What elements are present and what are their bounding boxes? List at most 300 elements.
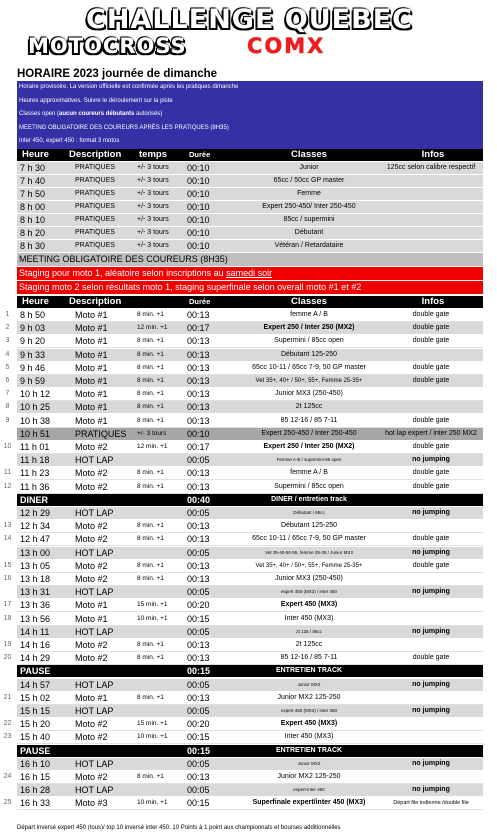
cell-duree: 00:05: [187, 455, 210, 466]
cell-temps: 8 min. +1: [137, 416, 164, 424]
row-number: 11: [3, 469, 12, 477]
race-row: [17, 745, 483, 758]
cell-infos: [379, 613, 483, 625]
row-number: 7: [5, 390, 10, 398]
cell-duree: 00:13: [187, 481, 210, 492]
race-row: [17, 679, 483, 692]
cell-infos: [379, 639, 483, 651]
cell-heure: 13 h 56: [20, 613, 51, 624]
cell-classes: Junior MX2 125-250: [277, 693, 341, 701]
cell-duree: 00:15: [187, 613, 210, 624]
row-number: 24: [3, 773, 12, 780]
cell-description: Moto #3: [75, 798, 108, 809]
cell-infos: double gate: [412, 363, 450, 371]
cell-heure: 8 h 20: [20, 228, 46, 238]
race-row: [3, 731, 483, 744]
cell-heure: 15 h 40: [20, 732, 51, 743]
cell-heure: 9 h 46: [20, 362, 46, 373]
cell-heure: 14 h 11: [20, 626, 50, 637]
cell-temps: 8 min. +1: [137, 390, 164, 398]
cell-temps: 8 min. +1: [137, 482, 164, 490]
staging-text: Staging pour moto 1, aléatoire selon inscriptions au: [19, 268, 227, 278]
practice-row: [17, 240, 483, 253]
cell-classes: Débutant / 65cc: [293, 510, 325, 515]
cell-description: Moto #1: [75, 600, 108, 611]
col-description: Description: [69, 296, 122, 307]
cell-description: HOT LAP: [75, 706, 114, 716]
cell-duree: 00:10: [187, 163, 210, 173]
cell-duree: 00:13: [187, 640, 210, 650]
cell-heure: 7 h 40: [20, 176, 46, 186]
cell-temps: 8 min. +1: [137, 654, 164, 662]
cell-duree: 00:15: [187, 732, 210, 743]
row-number: 21: [3, 693, 12, 701]
cell-infos: Départ file indienne /double file: [393, 800, 469, 807]
cell-infos: [379, 175, 483, 187]
cell-description: Moto #2: [75, 772, 108, 782]
cell-duree: 00:13: [187, 415, 210, 426]
row-number: 10: [3, 443, 12, 450]
cell-infos: no jumping: [412, 680, 450, 688]
practice-row: [17, 162, 483, 175]
cell-infos: no jumping: [412, 588, 450, 596]
cell-description: Moto #2: [75, 653, 108, 664]
cell-classes: 65cc 10-11 / 65cc 7-9, 50 GP master: [252, 535, 366, 543]
cell-temps: +/- 3 tours: [137, 164, 169, 171]
cell-heure: 12 h 29: [20, 508, 51, 518]
staging-link: samedi soir: [226, 268, 273, 278]
row-number: 25: [3, 799, 12, 807]
cell-classes: Vet 35-40-50-55, femme 25-35 / Junior MX3: [265, 549, 353, 555]
cell-infos: no jumping: [412, 627, 450, 635]
row-number: 9: [5, 416, 10, 424]
cell-description: PRATIQUES: [75, 428, 127, 439]
cell-classes: Junior: [299, 164, 319, 171]
race-row: [3, 718, 483, 731]
practice-row: [17, 188, 483, 201]
cell-duree: 00:05: [187, 587, 210, 598]
cell-classes: DINER / entretien track: [271, 495, 347, 503]
cell-infos: double gate: [412, 416, 450, 424]
row-number: 13: [3, 522, 12, 530]
cell-heure: 11 h 01: [20, 442, 50, 452]
page-title: HORAIRE 2023 journée de dimanche: [17, 68, 218, 80]
cell-infos: no jumping: [412, 548, 450, 556]
cell-temps: +/- 3 tours: [137, 429, 167, 437]
cell-description: Moto #1: [75, 376, 108, 386]
cell-heure: 12 h 47: [20, 534, 51, 545]
race-row: [17, 758, 483, 771]
col-infos: Infos: [421, 149, 445, 160]
race-header: [17, 296, 483, 308]
cell-classes: Expert 250-450 / Inter 250-450: [261, 429, 357, 437]
cell-infos: [379, 388, 483, 400]
cell-infos: no jumping: [412, 509, 450, 516]
race-row: [3, 771, 483, 784]
cell-heure: 9 h 59: [20, 376, 46, 386]
cell-classes: 85 12-16 / 85 7-11: [280, 416, 338, 424]
cell-duree: 00:13: [187, 560, 210, 571]
note-line: Heures approximatives. Suivre le déroulement sur la piste: [19, 97, 173, 104]
cell-classes: Expert 250-450/ Inter 250-450: [262, 203, 356, 210]
cell-temps: 8 min. +1: [137, 377, 164, 384]
cell-description: Moto #2: [75, 481, 108, 492]
cell-temps: 8 min. +1: [137, 350, 164, 358]
row-number: 22: [3, 720, 12, 728]
cell-temps: 15 min. +1: [137, 601, 168, 609]
cell-classes: Junior MX2: [297, 760, 321, 766]
cell-heure: 9 h 20: [20, 336, 46, 347]
row-number: 15: [3, 561, 12, 569]
cell-heure: 15 h 20: [20, 719, 51, 730]
cell-heure: 13 h 36: [20, 600, 51, 611]
cell-duree: 00:05: [187, 508, 210, 518]
cell-description: HOT LAP: [75, 508, 114, 518]
cell-duree: 00:13: [187, 336, 210, 347]
race-row: [3, 599, 483, 612]
cell-classes: expert-inter 450: [293, 787, 325, 793]
cell-temps: +/- 3 tours: [137, 229, 169, 236]
cell-description: PRATIQUES: [75, 177, 115, 184]
cell-description: Moto #1: [75, 362, 108, 373]
race-row: [5, 349, 483, 362]
cell-infos: [379, 494, 483, 506]
cell-duree: 00:05: [187, 679, 210, 690]
col-heure: Heure: [22, 149, 49, 160]
cell-temps: 8 min. +1: [137, 337, 164, 345]
cell-infos: double gate: [412, 443, 450, 450]
row-number: 12: [3, 482, 12, 490]
cell-heure: 13 h 05: [20, 560, 51, 571]
col-duree: Durée: [189, 297, 211, 306]
cell-heure: 11 h 23: [20, 468, 50, 479]
race-row: [3, 467, 483, 480]
cell-description: Moto #1: [75, 323, 108, 334]
race-row: [3, 560, 483, 573]
note-line: Inter 450, expert 450 : format 3 motos: [19, 138, 120, 145]
cell-heure: 13 h 18: [20, 574, 51, 584]
cell-duree: 00:20: [187, 719, 210, 730]
cell-description: Moto #2: [75, 640, 108, 650]
cell-description: Moto #2: [75, 442, 108, 452]
cell-classes: 2t 125 / 85cc: [296, 628, 322, 634]
race-row: [3, 692, 483, 705]
cell-duree: 00:13: [187, 468, 210, 479]
cell-description: Moto #2: [75, 732, 108, 743]
cell-infos: double gate: [412, 337, 450, 345]
cell-description: Moto #1: [75, 415, 108, 426]
race-row: [17, 454, 483, 467]
cell-classes: expert 450 (MX3) / inter 450: [280, 708, 338, 713]
cell-heure: 15 h 15: [20, 706, 51, 716]
notes-box: [17, 81, 483, 149]
practice-row: [17, 227, 483, 240]
cell-infos: double gate: [412, 535, 450, 543]
cell-temps: +/- 3 tours: [137, 216, 169, 223]
cell-heure: 10 h 51: [20, 428, 51, 439]
cell-heure: PAUSE: [20, 745, 51, 756]
cell-infos: [379, 227, 483, 239]
cell-temps: +/- 3 tours: [137, 242, 169, 249]
note-line: MEETING OBLIGATOIRE DES COUREURS APRÈS LES PRATIQUES (8H35): [19, 124, 229, 131]
cell-infos: [379, 201, 483, 213]
cell-classes: 65cc 10-11 / 65cc 7-9, 50 GP master: [252, 363, 366, 371]
practice-row: [17, 175, 483, 188]
logo-line3: COMX: [247, 34, 326, 58]
col-duree: Durée: [189, 150, 211, 159]
cell-infos: double gate: [412, 377, 450, 384]
cell-infos: 125cc selon calibre respectif: [386, 164, 476, 171]
row-number: 4: [5, 350, 10, 358]
cell-heure: 14 h 57: [20, 679, 51, 690]
row-number: 16: [3, 575, 12, 582]
cell-infos: [379, 599, 483, 611]
cell-heure: 16 h 10: [20, 758, 51, 769]
cell-heure: 14 h 29: [20, 653, 51, 664]
row-number: 5: [5, 363, 10, 371]
note-line: Horaire provisoire. La version officielle est confirmée après les pratiques dimanche: [19, 84, 239, 90]
cell-temps: 8 min. +1: [137, 575, 164, 582]
race-row: [3, 639, 483, 652]
cell-classes: Supermini / 85cc open: [274, 337, 344, 345]
practice-row: [17, 201, 483, 214]
cell-description: HOT LAP: [75, 758, 114, 769]
cell-infos: hot lap expert / inter 250 MX2: [385, 429, 477, 437]
cell-temps: 10 min. +1: [137, 733, 168, 741]
cell-classes: 85 12-16 / 85 7-11: [280, 654, 338, 662]
cell-infos: double gate: [412, 469, 450, 477]
cell-infos: no jumping: [412, 759, 450, 767]
cell-description: Moto #1: [75, 310, 108, 320]
race-row: [5, 388, 483, 401]
cell-heure: 14 h 16: [20, 640, 51, 650]
cell-duree: 00:13: [187, 521, 210, 532]
cell-duree: 00:05: [187, 758, 210, 769]
cell-description: HOT LAP: [75, 626, 114, 637]
cell-classes: Débutant: [294, 229, 324, 236]
race-row: [17, 547, 483, 560]
cell-temps: 12 min. +1: [137, 324, 168, 332]
cell-classes: Vet 35+, 40+ / 50+, 55+, Femme 25-35+: [255, 378, 363, 384]
row-number: 3: [5, 337, 10, 345]
cell-infos: [379, 349, 483, 361]
race-row: [3, 573, 483, 586]
race-row: [3, 520, 483, 533]
cell-classes: Expert 450 (MX3): [280, 601, 338, 609]
race-row: [5, 335, 483, 348]
cell-duree: 00:05: [187, 706, 210, 716]
cell-duree: 00:10: [187, 228, 210, 238]
challenge-quebec-logo: [22, 4, 477, 66]
cell-temps: 8 min. +1: [137, 535, 164, 543]
cell-infos: [379, 665, 483, 677]
cell-duree: 00:13: [187, 362, 210, 373]
cell-classes: Femme A-B / supermini-85 open: [276, 457, 342, 463]
staging-banner-1: [17, 267, 483, 280]
cell-heure: 12 h 34: [20, 521, 51, 532]
cell-infos: [379, 188, 483, 200]
cell-heure: 15 h 02: [20, 692, 51, 703]
cell-duree: 00:05: [187, 785, 210, 796]
cell-heure: 13 h 31: [20, 587, 51, 598]
cell-duree: 00:13: [187, 376, 210, 386]
cell-classes: Expert 450 (MX3): [280, 720, 338, 728]
meeting-banner: MEETING OBLIGATOIRE DES COUREURS (8H35): [17, 253, 483, 266]
race-row: [3, 481, 483, 494]
row-number: 1: [5, 311, 10, 318]
cell-classes: Junior MX3 (250-450): [275, 575, 343, 582]
cell-classes: 2t 125cc: [295, 403, 323, 411]
cell-duree: 00:17: [187, 323, 210, 334]
logo-line1: CHALLENGE QUEBEC: [86, 4, 413, 35]
cell-infos: double gate: [412, 324, 450, 332]
race-row: [17, 626, 483, 639]
cell-heure: 9 h 33: [20, 349, 46, 360]
cell-classes: Superfinale expert/inter 450 (MX3): [252, 799, 366, 807]
row-number: 23: [3, 733, 12, 741]
cell-description: HOT LAP: [75, 547, 114, 558]
cell-description: Moto #2: [75, 534, 108, 545]
race-row: [3, 533, 483, 546]
cell-infos: double gate: [412, 561, 450, 569]
cell-classes: Expert 250 / Inter 250 (MX2): [263, 324, 355, 332]
cell-heure: DINER: [20, 494, 49, 505]
cell-temps: 8 min. +1: [137, 363, 164, 371]
cell-classes: 2t 125cc: [295, 641, 323, 648]
cell-temps: 8 min. +1: [137, 773, 164, 780]
cell-duree: 00:13: [187, 692, 210, 703]
cell-description: Moto #1: [75, 389, 108, 400]
note-line: Classes open (aucun coureurs débutants autorisés): [19, 111, 163, 118]
cell-heure: 10 h 25: [20, 402, 51, 413]
col-classes: Classes: [291, 296, 327, 307]
cell-infos: [379, 240, 483, 252]
cell-duree: 00:10: [187, 202, 210, 212]
col-description: Description: [69, 149, 122, 160]
cell-heure: 8 h 50: [20, 310, 46, 320]
cell-infos: no jumping: [412, 456, 450, 464]
cell-description: PRATIQUES: [75, 216, 115, 223]
footer-note: Départ inversé expert 450 (tous)/ top 10 inversé inter 450. 10 Points à 1 point aux championnats et bourses additionnelles: [17, 825, 341, 831]
cell-duree: 00:13: [187, 349, 210, 360]
cell-classes: Débutant 125-250: [280, 350, 338, 358]
race-row: [3, 797, 483, 810]
cell-classes: ENTRETIEN TRACK: [275, 746, 343, 754]
cell-description: HOT LAP: [75, 785, 114, 796]
cell-classes: Junior MX2 125-250: [277, 773, 341, 780]
row-number: 2: [5, 324, 10, 332]
race-row: [5, 401, 483, 414]
cell-heure: 7 h 30: [20, 163, 46, 173]
cell-heure: PAUSE: [20, 666, 51, 677]
race-row: [3, 613, 483, 626]
cell-duree: 00:15: [187, 745, 211, 756]
cell-infos: [379, 573, 483, 585]
cell-infos: no jumping: [412, 707, 450, 714]
cell-heure: 11 h 18: [20, 455, 50, 466]
race-row: [5, 415, 483, 428]
cell-description: Moto #2: [75, 719, 108, 730]
col-heure: Heure: [22, 296, 49, 307]
cell-heure: 10 h 12: [20, 389, 51, 400]
staging-banner-2: Staging moto 2 selon résultats moto 1, staging superfinale selon overall moto #1 et #2: [17, 281, 483, 294]
cell-temps: +/- 3 tours: [137, 203, 169, 210]
race-row: [17, 665, 483, 678]
col-infos: Infos: [421, 296, 445, 307]
race-row: [3, 441, 483, 454]
cell-heure: 13 h 00: [20, 547, 51, 558]
cell-description: PRATIQUES: [75, 190, 115, 197]
cell-classes: femme A / B: [290, 469, 328, 477]
row-number: 8: [5, 403, 10, 411]
cell-temps: 8 min. +1: [137, 469, 164, 477]
cell-duree: 00:15: [187, 798, 210, 809]
cell-temps: 10 min. +1: [137, 799, 168, 807]
cell-classes: ENTRETIEN TRACK: [275, 667, 343, 675]
cell-heure: 11 h 36: [20, 481, 50, 492]
cell-classes: Vet 35+, 40+ / 50+, 55+, Femme 25-35+: [255, 562, 363, 569]
cell-duree: 00:10: [187, 176, 210, 186]
cell-description: Moto #1: [75, 349, 108, 360]
practice-row: [17, 214, 483, 227]
cell-duree: 00:05: [187, 547, 210, 558]
row-number: 20: [3, 654, 12, 662]
cell-temps: 8 min. +1: [137, 311, 164, 318]
cell-duree: 00:13: [187, 574, 210, 584]
cell-duree: 00:13: [187, 389, 210, 400]
cell-classes: expert 450 (MX3) / inter 450: [280, 589, 338, 595]
cell-heure: 7 h 50: [20, 189, 46, 199]
cell-description: HOT LAP: [75, 455, 114, 466]
cell-infos: [379, 771, 483, 783]
cell-classes: femme A / B: [290, 311, 328, 318]
cell-classes: Femme: [297, 190, 321, 197]
cell-infos: [379, 745, 483, 757]
cell-duree: 00:05: [187, 626, 210, 637]
cell-heure: 16 h 28: [20, 785, 51, 796]
cell-description: Moto #2: [75, 574, 108, 584]
cell-description: Moto #1: [75, 402, 108, 413]
race-row: [5, 322, 483, 335]
cell-description: Moto #2: [75, 468, 108, 479]
cell-infos: [379, 731, 483, 743]
cell-temps: +/- 3 tours: [137, 190, 169, 197]
cell-duree: 00:10: [187, 189, 210, 199]
logo-line2: MOTOCROSS: [28, 34, 187, 58]
cell-duree: 00:15: [187, 666, 211, 677]
cell-description: HOT LAP: [75, 587, 114, 598]
cell-classes: Inter 450 (MX3): [284, 614, 334, 622]
row-number: 17: [3, 601, 12, 609]
cell-temps: 8 min. +1: [137, 693, 164, 701]
cell-infos: [379, 214, 483, 226]
race-row: [3, 652, 483, 665]
race-row: [17, 507, 483, 520]
cell-duree: 00:20: [187, 600, 210, 611]
cell-duree: 00:13: [187, 310, 210, 320]
cell-duree: 00:17: [187, 442, 210, 452]
race-row: [17, 705, 483, 718]
cell-duree: 00:13: [187, 534, 210, 545]
cell-description: PRATIQUES: [75, 164, 115, 171]
cell-heure: 10 h 38: [20, 415, 51, 426]
cell-infos: [379, 718, 483, 730]
cell-classes: 65cc / 50cc GP master: [273, 177, 345, 184]
race-row: [5, 375, 483, 388]
cell-duree: 00:13: [187, 402, 210, 413]
col-temps: temps: [139, 149, 167, 160]
cell-classes: Junior MX3 (250-450): [275, 390, 343, 398]
